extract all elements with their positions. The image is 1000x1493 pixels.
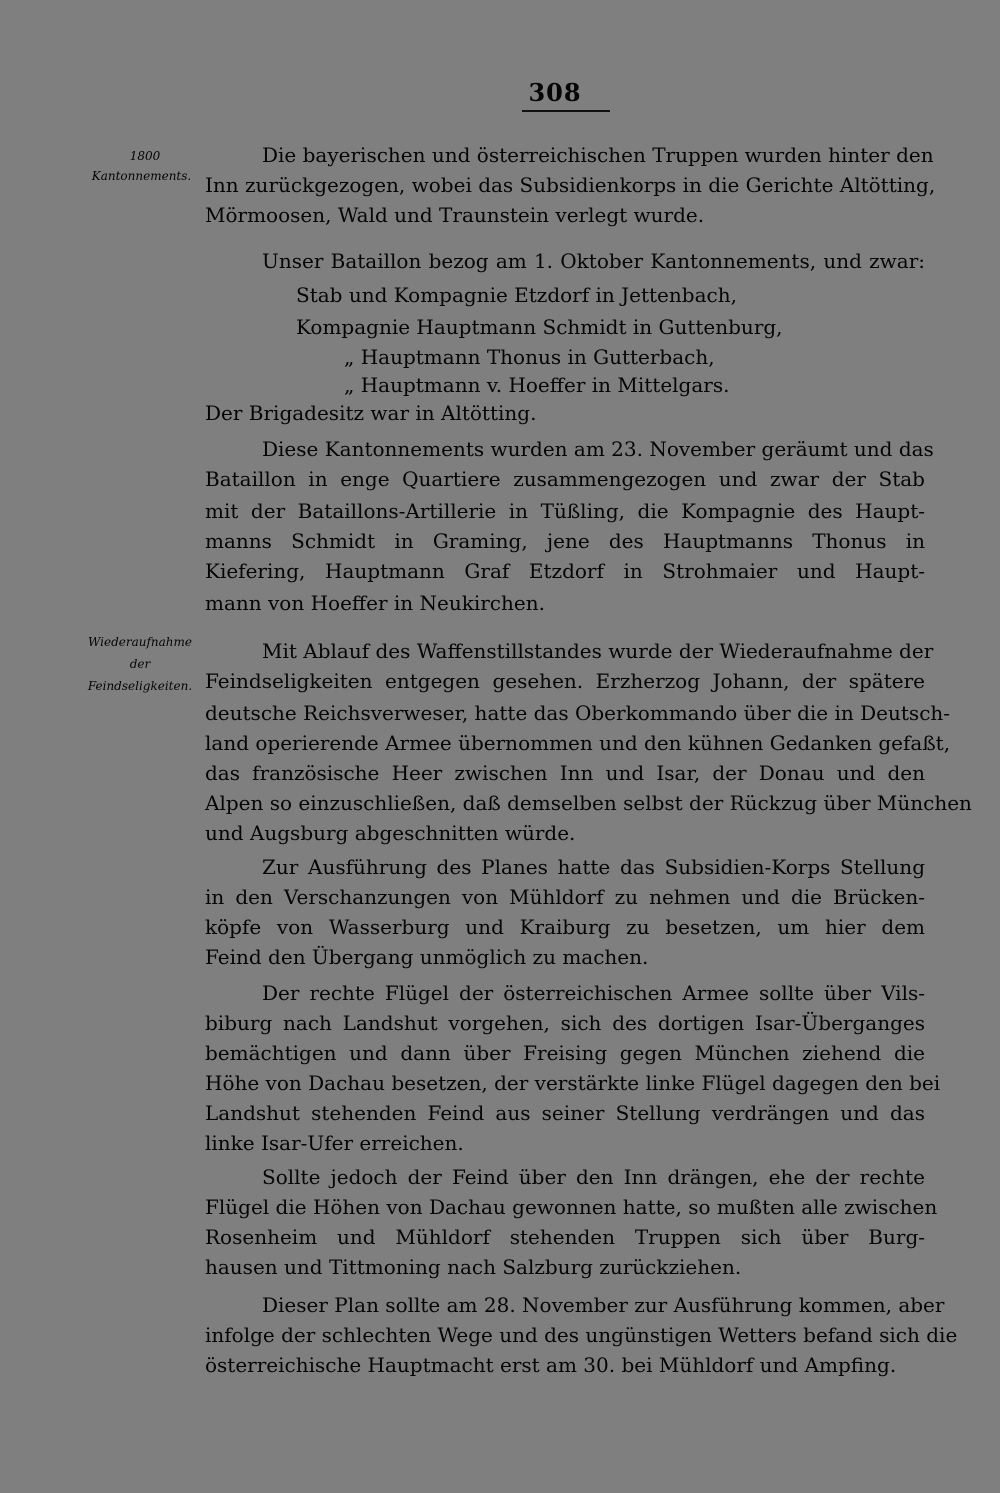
text-line: „ Hauptmann v. Hoeffer in Mittelgars. [344,373,730,397]
text-line: Kompagnie Hauptmann Schmidt in Guttenburg, [296,315,783,339]
text-line: Mit Ablauf des Waffenstillstandes wurde der Wiederaufnahme der [262,639,934,663]
text-line: Dieser Plan sollte am 28. November zur Ausführung kommen, aber [262,1293,945,1317]
margin-note-year: 1800 [129,149,161,163]
text-line: und Augsburg abgeschnitten würde. [205,821,576,845]
text-line: Feindseligkeiten entgegen gesehen. Erzherzog Johann, der spätere [205,669,925,693]
text-line: manns Schmidt in Graming, jene des Hauptmanns Thonus in [205,529,925,553]
text-line: Der Brigadesitz war in Altötting. [205,401,537,425]
text-line: infolge der schlechten Wege und des ungünstigen Wetters befand sich die [205,1323,958,1347]
text-line: Stab und Kompagnie Etzdorf in Jettenbach, [296,283,737,307]
text-line: linke Isar-Ufer erreichen. [205,1131,464,1155]
text-line: Diese Kantonnements wurden am 23. November geräumt und das [262,437,934,461]
text-line: hausen und Tittmoning nach Salzburg zurückziehen. [205,1255,742,1279]
text-line: Sollte jedoch der Feind über den Inn drängen, ehe der rechte [262,1165,925,1189]
margin-note-der: der [129,657,151,671]
text-line: mann von Hoeffer in Neukirchen. [205,591,545,615]
text-line: mit der Bataillons-Artillerie in Tüßling, die Kompagnie des Haupt- [205,499,925,523]
margin-note-kantonnements: Kantonnements. [91,169,192,183]
text-line: das französische Heer zwischen Inn und Isar, der Donau und den [205,761,925,785]
text-line: österreichische Hauptmacht erst am 30. bei Mühldorf und Ampfing. [205,1353,897,1377]
text-line: Kiefering, Hauptmann Graf Etzdorf in Strohmaier und Haupt- [205,559,925,583]
page-number-rule [522,110,610,112]
text-line: Inn zurückgezogen, wobei das Subsidienkorps in die Gerichte Altötting, [205,173,936,197]
text-line: Höhe von Dachau besetzen, der verstärkte linke Flügel dagegen den bei [205,1071,941,1095]
text-line: bemächtigen und dann über Freising gegen München ziehend die [205,1041,925,1065]
text-line: Rosenheim und Mühldorf stehenden Truppen sich über Burg- [205,1225,925,1249]
text-line: Flügel die Höhen von Dachau gewonnen hatte, so mußten alle zwischen [205,1195,938,1219]
text-line: Mörmoosen, Wald und Traunstein verlegt wurde. [205,203,705,227]
text-line: Der rechte Flügel der österreichischen Armee sollte über Vils- [262,981,925,1005]
page-number: 308 [528,78,582,107]
text-line: deutsche Reichsverweser, hatte das Oberkommando über die in Deutsch- [205,701,951,725]
text-line: Alpen so einzuschließen, daß demselben selbst der Rückzug über München [205,791,972,815]
margin-note-wiederaufnahme: Wiederaufnahme [88,635,192,649]
text-line: köpfe von Wasserburg und Kraiburg zu besetzen, um hier dem [205,915,925,939]
text-line: land operierende Armee übernommen und den kühnen Gedanken gefaßt, [205,731,951,755]
text-line: Landshut stehenden Feind aus seiner Stellung verdrängen und das [205,1101,925,1125]
text-line: Bataillon in enge Quartiere zusammengezogen und zwar der Stab [205,467,925,491]
text-line: Die bayerischen und österreichischen Truppen wurden hinter den [262,143,934,167]
text-line: „ Hauptmann Thonus in Gutterbach, [344,345,715,369]
text-line: Zur Ausführung des Planes hatte das Subsidien-Korps Stellung [262,855,925,879]
text-line: Unser Bataillon bezog am 1. Oktober Kantonnements, und zwar: [262,249,925,273]
margin-note-feindseligkeiten: Feindseligkeiten. [87,679,193,693]
text-line: Feind den Übergang unmöglich zu machen. [205,945,649,969]
text-line: in den Verschanzungen von Mühldorf zu nehmen und die Brücken- [205,885,925,909]
text-line: biburg nach Landshut vorgehen, sich des dortigen Isar-Überganges [205,1011,925,1035]
